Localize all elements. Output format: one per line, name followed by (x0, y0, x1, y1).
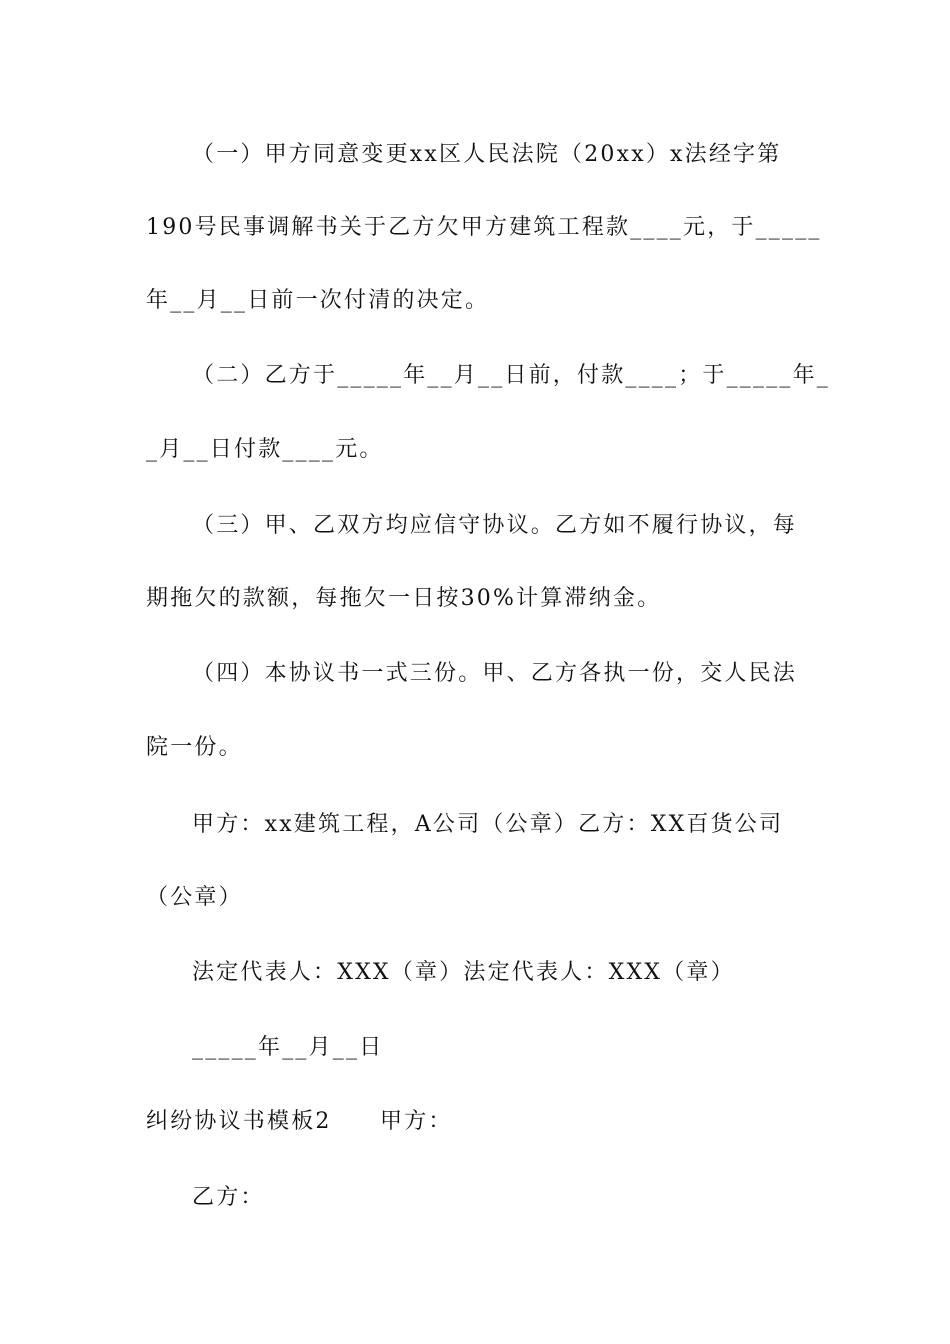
clause-one-line-1: （一）甲方同意变更xx区人民法院（20xx）x法经字第 (192, 142, 782, 167)
date-line: _____年__月__日 (192, 1035, 384, 1060)
representatives-line: 法定代表人：XXX（章）法定代表人：XXX（章） (192, 960, 735, 985)
clause-one-line-3: 年__月__日前一次付清的决定。 (146, 288, 490, 313)
template-heading: 纠纷协议书模板2 甲方： (146, 1109, 453, 1134)
clause-four-line-1: （四）本协议书一式三份。甲、乙方各执一份，交人民法 (192, 661, 798, 686)
clause-three-line-2: 期拖欠的款额，每拖欠一日按30%计算滞纳金。 (146, 586, 662, 611)
clause-four-line-2: 院一份。 (146, 735, 243, 760)
party-b-line: 乙方： (192, 1185, 265, 1210)
clause-one-line-2: 190号民事调解书关于乙方欠甲方建筑工程款____元，于_____ (146, 215, 822, 240)
clause-three-line-1: （三）甲、乙双方均应信守协议。乙方如不履行协议，每 (192, 513, 798, 538)
seal-line: （公章） (146, 885, 243, 910)
clause-two-line-2: _月__日付款____元。 (146, 437, 384, 462)
parties-line: 甲方：xx建筑工程，A公司（公章）乙方：XX百货公司 (192, 812, 784, 837)
clause-two-line-1: （二）乙方于_____年__月__日前，付款____；于_____年_ (192, 363, 831, 388)
